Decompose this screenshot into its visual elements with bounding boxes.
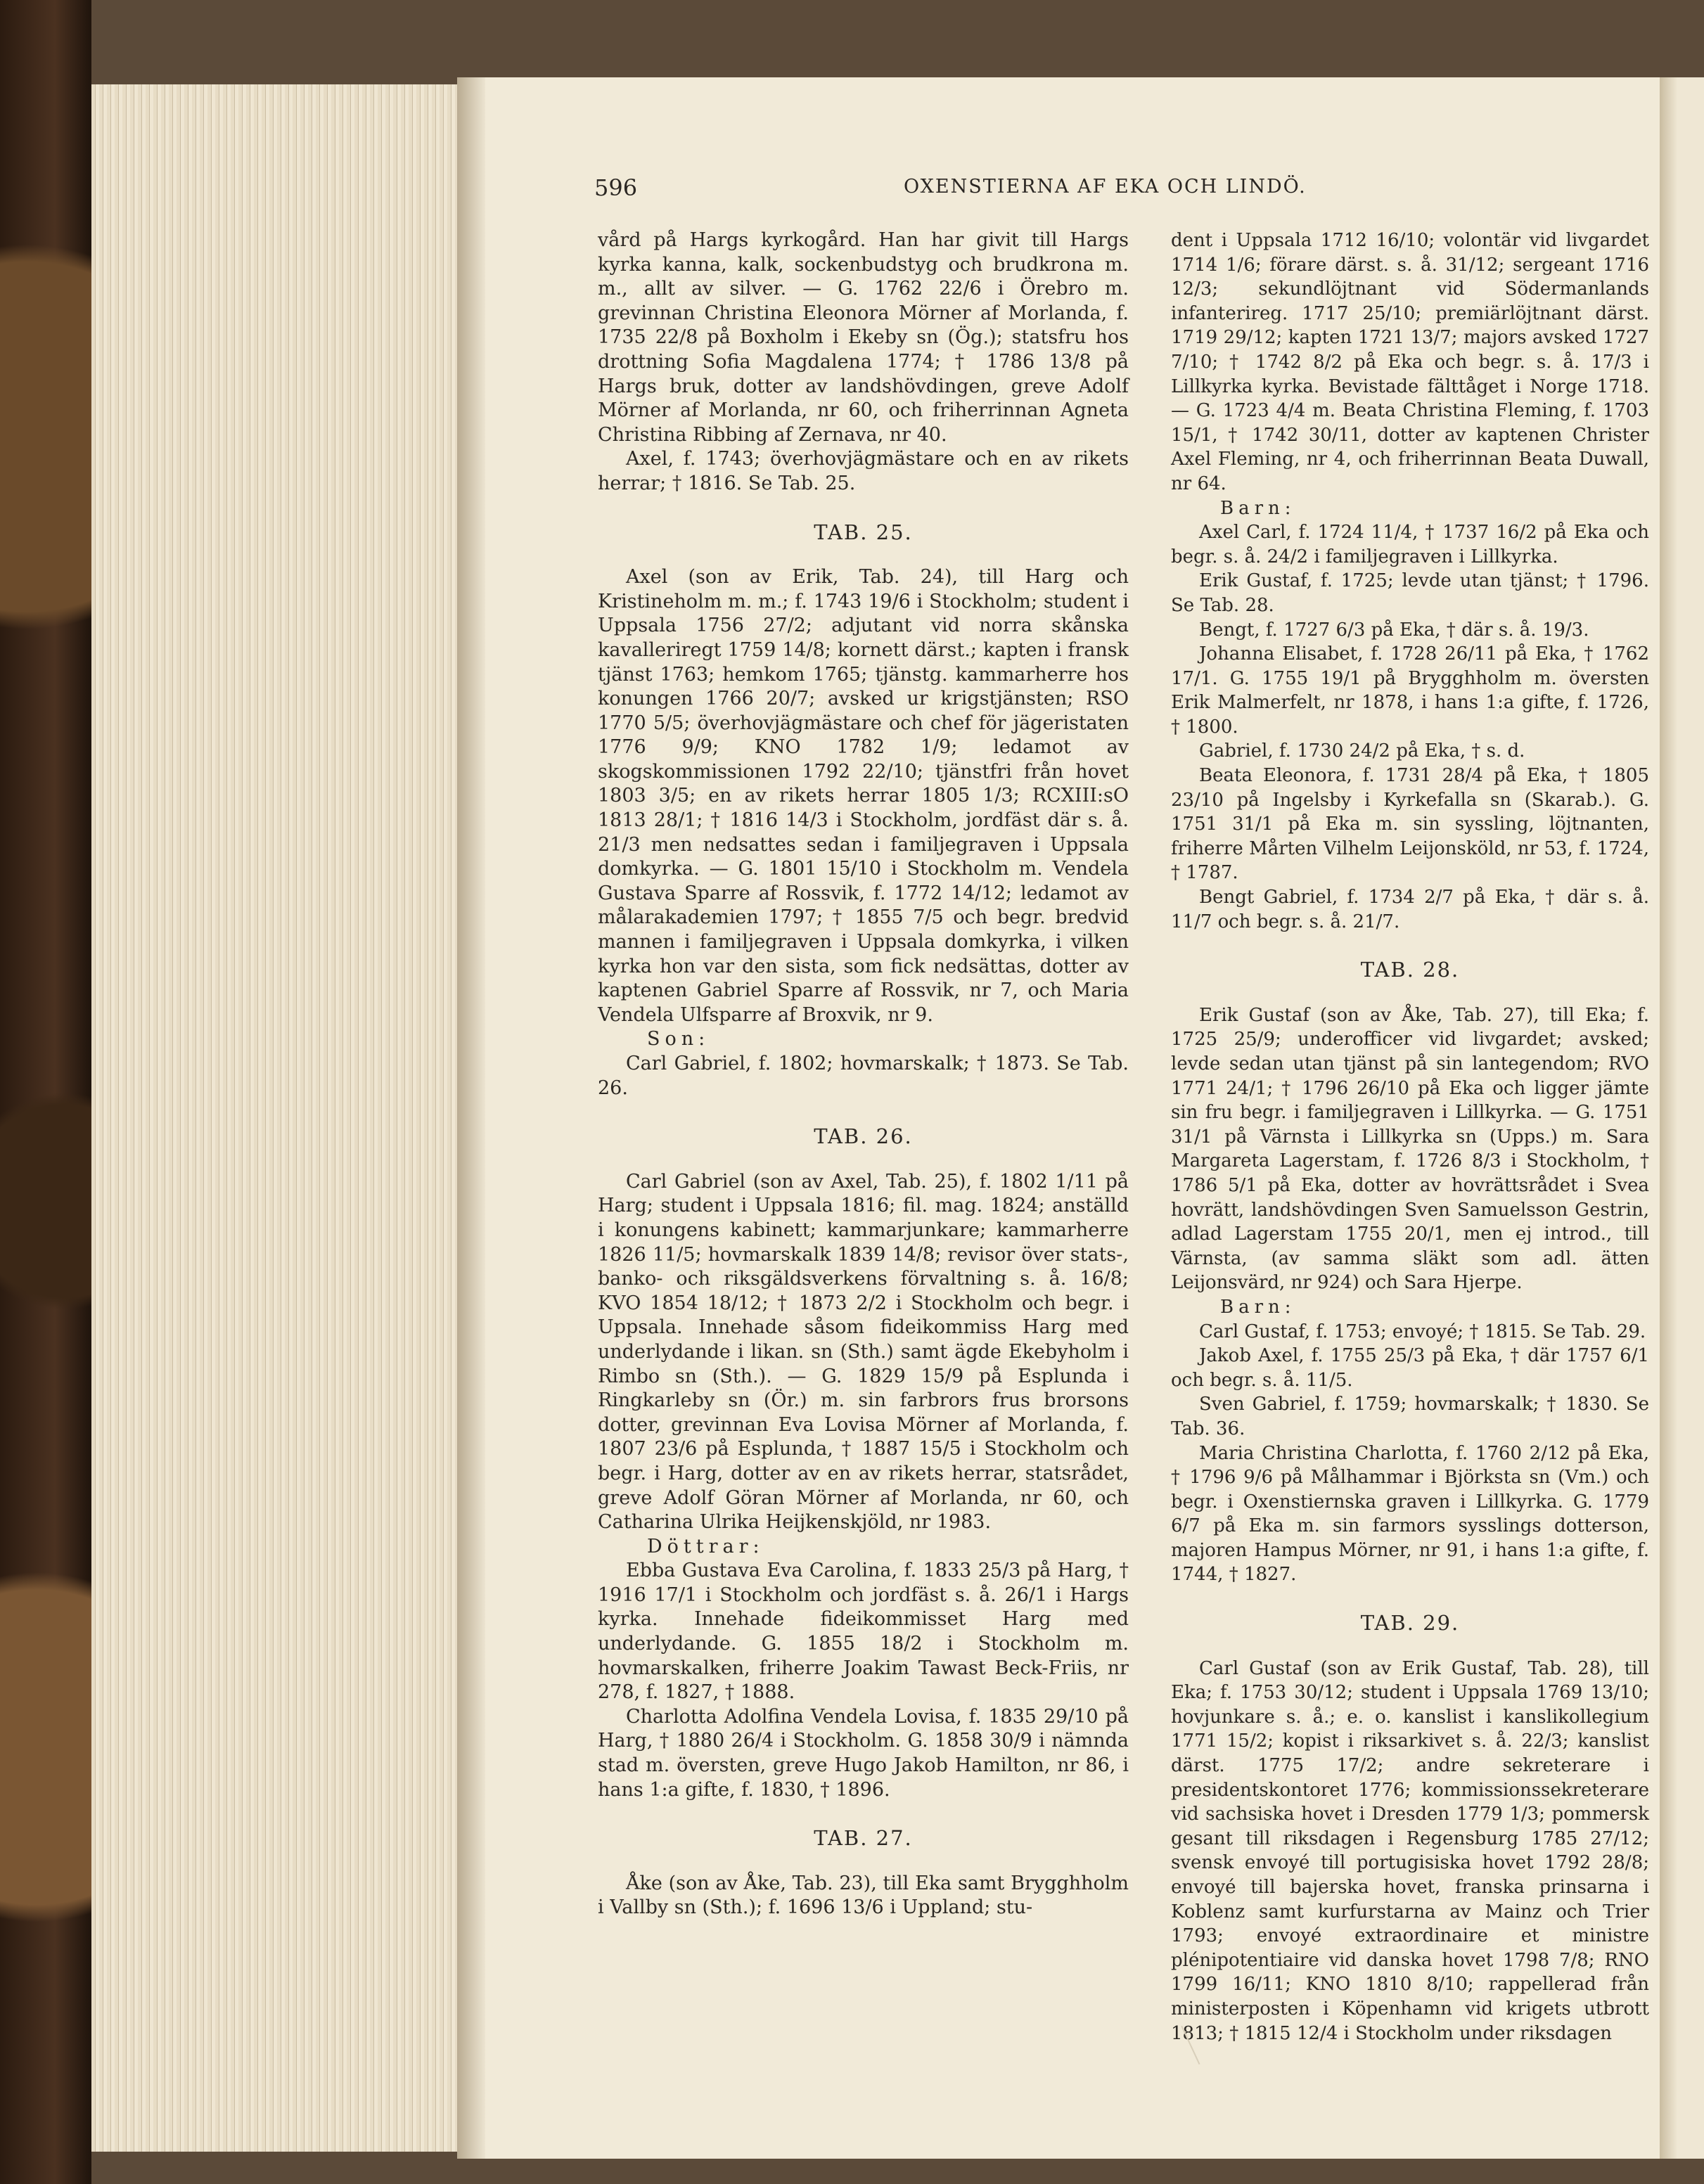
section-label-daughters: Döttrar:: [647, 1535, 764, 1557]
facing-page-edge: [1660, 77, 1704, 2159]
paragraph: Åke (son av Åke, Tab. 23), till Eka samt Brygghholm i Vallby sn (Sth.); f. 1696 13/6 i Uppland; stu-: [598, 1872, 1129, 1919]
book-cover-edge: [0, 0, 91, 2184]
paragraph: Carl Gustaf (son av Erik Gustaf, Tab. 28), till Eka; f. 1753 30/12; student i Uppsala 1769 13/10; hovjunkare s. å.; e. o. kanslist i kanslikollegium 1771 15/2; kopist i riksarkivet s. å. 22/3; kanslist därst. 1775 17/2; andre sekreterare i presidentskontoret 1776; kommissionssekreterare vid sachsiska hovet i Dresden 1779 1/3; pommersk gesant till riksdagen i Regensburg 1785 27/12; svensk envoyé till portugisiska hovet 1792 28/8; envoyé till bajerska hovet, franska prinsarna i Koblenz samt kurfurstarna av Mainz och Trier 1793; envoyé extraordinaire et ministre plénipotentiaire vid danska hovet 1798 7/8; RNO 1799 16/11; KNO 1810 8/10; rappellerad från ministerposten i Köpenhamn vid krigets utbrott 1813; † 1815 12/4 i Stockholm under riksdagen: [1171, 1657, 1649, 2044]
section-label-children: Barn:: [1220, 1296, 1296, 1318]
table-heading-27: TAB. 27.: [814, 1826, 913, 1851]
child-entry: Carl Gustaf, f. 1753; envoyé; † 1815. Se Tab. 29.: [1199, 1321, 1646, 1342]
child-entry: Bengt Gabriel, f. 1734 2/7 på Eka, † där s. å. 11/7 och begr. s. å. 21/7.: [1171, 887, 1649, 932]
book-gutter: [457, 77, 485, 2159]
child-entry: Sven Gabriel, f. 1759; hovmarskalk; † 1830. Se Tab. 36.: [1171, 1394, 1649, 1439]
section-label-son: Son:: [647, 1028, 710, 1051]
table-heading-26: TAB. 26.: [814, 1124, 913, 1149]
running-title: OXENSTIERNA AF EKA OCH LINDÖ.: [904, 176, 1307, 198]
page-number: 596: [594, 174, 638, 201]
left-column: [598, 229, 1129, 1920]
child-entry: Erik Gustaf, f. 1725; levde utan tjänst; † 1796. Se Tab. 28.: [1171, 570, 1649, 616]
child-entry: Maria Christina Charlotta, f. 1760 2/12 på Eka, † 1796 9/6 på Målhammar i Björksta sn (Vm.) och begr. i Oxenstiernska graven i Lillkyrka. G. 1779 6/7 på Eka m. sin farmors sysslings dotterson, majoren Hampus Mörner, nr 91, i hans 1:a gifte, f. 1744, † 1827.: [1171, 1442, 1649, 1586]
paragraph: Axel (son av Erik, Tab. 24), till Harg och Kristineholm m. m.; f. 1743 19/6 i Stockholm; student i Uppsala 1756 27/2; adjutant vid norra skånska kavalleriregt 1759 14/8; kornett därst.; kapten i fransk tjänst 1763; hemkom 1765; tjänstg. kammarherre hos konungen 1766 20/7; avsked ur krigstjänsten; RSO 1770 5/5; överhovjägmästare och chef för jägeristaten 1776 9/9; KNO 1782 1/9; ledamot av skogskommissionen 1792 22/10; tjänstfri från hovet 1803 3/5; en av rikets herrar 1805 1/3; RCXIII:sO 1813 28/1; † 1816 14/3 i Stockholm, jordfäst där s. å. 21/3 men nedsattes sedan i familjegraven i Uppsala domkyrka. — G. 1801 15/10 i Stockholm m. Vendela Gustava Sparre af Rossvik, f. 1772 14/12; ledamot av målarakademien 1797; † 1855 7/5 och begr. bredvid mannen i familjegraven i Uppsala domkyrka, i vilken kyrka hon var den sista, som fick nedsättas, dotter av kaptenen Gabriel Sparre af Rossvik, nr 7, och Maria Vendela Ulfsparre af Broxvik, nr 9.: [598, 566, 1129, 1026]
paragraph: vård på Hargs kyrkogård. Han har givit till Hargs kyrka kanna, kalk, sockenbudstyg och brudkrona m. m., allt av silver. — G. 1762 22/6 i Örebro m. grevinnan Christina Eleonora Mörner af Morlanda, f. 1735 22/8 på Boxholm i Ekeby sn (Ög.); statsfru hos drottning Sofia Magdalena 1774; † 1786 13/8 på Hargs bruk, dotter av landshövdingen, greve Adolf Mörner af Morlanda, nr 60, och friherrinnan Agneta Christina Ribbing af Zernava, nr 40.: [598, 229, 1129, 446]
child-entry: Gabriel, f. 1730 24/2 på Eka, † s. d.: [1199, 740, 1525, 762]
paragraph: Axel, f. 1743; överhovjägmästare och en av rikets herrar; † 1816. Se Tab. 25.: [598, 448, 1129, 494]
paragraph: Carl Gabriel (son av Axel, Tab. 25), f. 1802 1/11 på Harg; student i Uppsala 1816; fil. mag. 1824; anställd i konungens kabinett; kammarjunkare; kammarherre 1826 11/5; hovmarskalk 1839 14/8; revisor över stats-, banko- och riksgäldsverkens förvaltning s. å. 16/8; KVO 1854 18/12; † 1873 2/2 i Stockholm och begr. i Uppsala. Innehade såsom fideikommiss Harg med underlydande i likan. sn (Sth.) samt ägde Ekebyholm i Rimbo sn (Sth.). — G. 1829 15/9 på Esplunda i Ringkarleby sn (Ör.) m. sin farbrors frus brorsons dotter, grevinnan Eva Lovisa Mörner af Morlanda, f. 1807 23/6 på Esplunda, † 1887 15/5 i Stockholm och begr. i Harg, dotter av en av rikets herrar, statsrådet, greve Adolf Göran Mörner af Morlanda, nr 60, och Catharina Ulrika Heijkenskjöld, nr 1983.: [598, 1170, 1129, 1534]
section-label-children: Barn:: [1220, 497, 1296, 519]
child-entry: Bengt, f. 1727 6/3 på Eka, † där s. å. 19/3.: [1199, 619, 1589, 641]
paragraph: Erik Gustaf (son av Åke, Tab. 27), till Eka; f. 1725 25/9; underofficer vid livgardet; avsked; levde sedan utan tjänst på sin lantegendom; RVO 1771 24/1; † 1796 26/10 på Eka och ligger jämte sin fru begr. i familjegraven i Lillkyrka. — G. 1751 31/1 på Värnsta i Lillkyrka sn (Upps.) m. Sara Margareta Lagerstam, f. 1726 8/3 i Stockholm, † 1786 5/1 på Eka, dotter av hovrättsrådet i Svea hovrätt, landshövdingen Sven Samuelsson Gestrin, adlad Lagerstam 1755 20/1, men ej introd., till Värnsta, (av samma släkt som adl. ätten Leijonsvärd, nr 924) och Sara Hjerpe.: [1171, 1004, 1649, 1294]
running-header: [594, 174, 1361, 203]
paragraph: dent i Uppsala 1712 16/10; volontär vid livgardet 1714 1/6; förare därst. s. å. 31/12; sergeant 1716 12/3; sekundlöjtnant vid Södermanlands infanterireg. 1717 25/10; premiärlöjtnant därst. 1719 29/12; kapten 1721 13/7; majors avsked 1727 7/10; † 1742 8/2 på Eka och begr. s. å. 17/3 i Lillkyrka kyrka. Bevistade fälttåget i Norge 1718. — G. 1723 4/4 m. Beata Christina Fleming, f. 1703 15/1, † 1742 30/11, dotter av kaptenen Christer Axel Fleming, nr 4, och friherrinnan Beata Duwall, nr 64.: [1171, 230, 1649, 494]
child-entry: Johanna Elisabet, f. 1728 26/11 på Eka, † 1762 17/1. G. 1755 19/1 på Brygghholm m. översten Erik Malmerfelt, nr 1878, i hans 1:a gifte, f. 1726, † 1800.: [1171, 643, 1649, 738]
paragraph: Ebba Gustava Eva Carolina, f. 1833 25/3 på Harg, † 1916 17/1 i Stockholm och jordfäst s. å. 26/1 i Hargs kyrka. Innehade fideikommisset Harg med underlydande. G. 1855 18/2 i Stockholm m. hovmarskalken, friherre Joakim Tawast Beck-Friis, nr 278, f. 1827, † 1888.: [598, 1560, 1129, 1704]
paragraph: Charlotta Adolfina Vendela Lovisa, f. 1835 29/10 på Harg, † 1880 26/4 i Stockholm. G. 1858 30/9 i nämnda stad m. översten, greve Hugo Jakob Hamilton, nr 86, i hans 1:a gifte, f. 1830, † 1896.: [598, 1705, 1129, 1801]
child-entry: Axel Carl, f. 1724 11/4, † 1737 16/2 på Eka och begr. s. å. 24/2 i familjegraven i Lillkyrka.: [1171, 522, 1649, 567]
table-heading-25: TAB. 25.: [814, 520, 913, 544]
right-column: [1171, 229, 1649, 2045]
child-entry: Beata Eleonora, f. 1731 28/4 på Eka, † 1805 23/10 på Ingelsby i Kyrkefalla sn (Skarab.). G. 1751 31/1 på Eka m. sin syssling, löjtnanten, friherre Mårten Vilhelm Leijonsköld, nr 53, f. 1724, † 1787.: [1171, 765, 1649, 884]
page-stack-edges: [91, 84, 459, 2152]
table-heading-28: TAB. 28.: [1360, 958, 1460, 982]
table-heading-29: TAB. 29.: [1360, 1611, 1460, 1636]
child-entry: Jakob Axel, f. 1755 25/3 på Eka, † där 1757 6/1 och begr. s. å. 11/5.: [1171, 1345, 1649, 1391]
paragraph: Carl Gabriel, f. 1802; hovmarskalk; † 1873. Se Tab. 26.: [598, 1053, 1129, 1099]
